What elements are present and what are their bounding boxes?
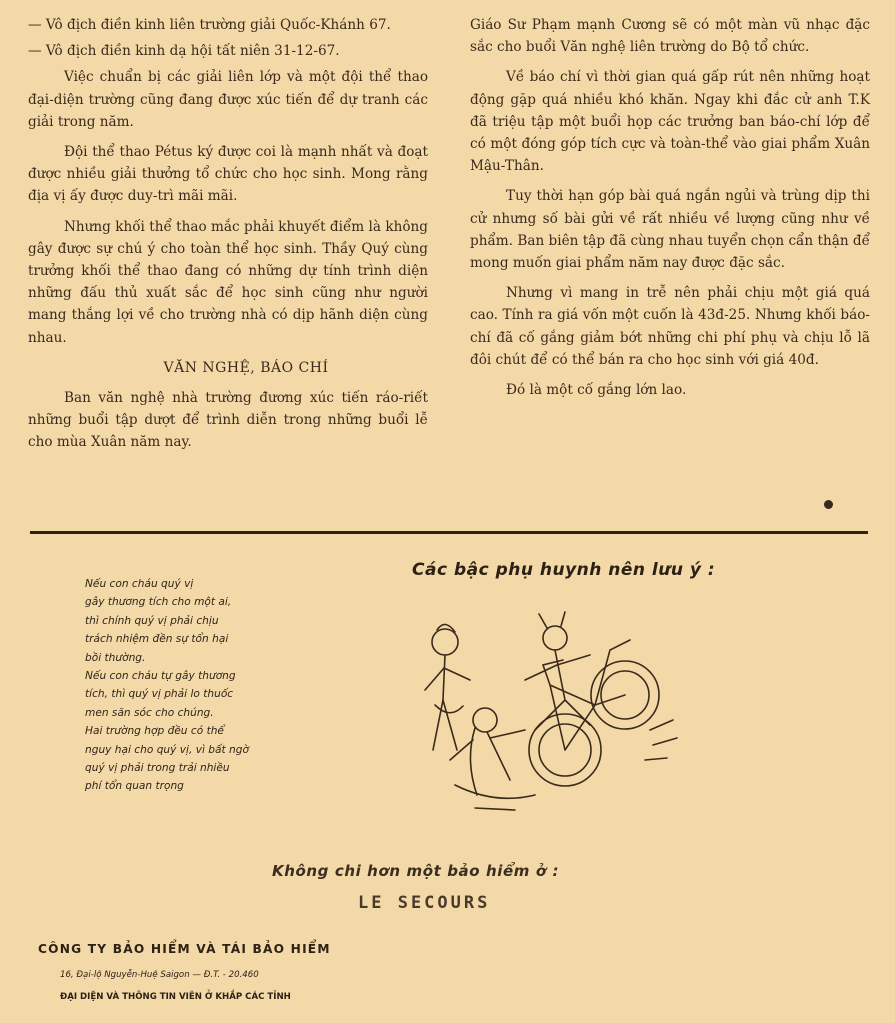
paragraph: Nhưng khối thể thao mắc phải khuyết điểm là không gây được sự chú ý cho toàn thể học sinh. Thầy Quý cùng trưởng khối thể thao đang có những dự tính trình diện những đấu thủ xuất sắc để học sinh cũng như người mang thắng lợi về cho trường nhà có dịp hãnh diện cùng nhau. [28,218,428,346]
left-article-column [28,14,428,462]
achievement-item: — Vô địch điền kinh liên trường giải Quốc-Khánh 67. [28,17,391,33]
paragraph: Về báo chí vì thời gian quá gấp rút nên những hoạt động gặp quá nhiều khó khăn. Ngay khi đắc cử anh T.K đã triệu tập một buổi họp các trưởng ban báo-chí lớp để có một đóng góp tích cực và toàn-thể vào giai phẩm Xuân Mậu-Thân. [470,69,870,175]
paragraph: Đội thể thao Pétus ký được coi là mạnh nhất và đoạt được nhiều giải thưởng tổ chức cho học sinh. Mong rằng địa vị ấy được duy-trì mãi mãi. [28,144,428,205]
ad-line: phí tổn quan trọng [85,780,184,793]
ad-line: Nếu con cháu tự gây thương [85,670,236,683]
ad-line: Nếu con cháu quý vị [85,578,194,590]
ad-line: tích, thì quý vị phải lo thuốc [85,688,234,701]
paragraph: Giáo Sư Phạm mạnh Cương sẽ có một màn vũ nhạc đặc sắc cho buổi Văn nghệ liên trường do Bộ tổ chức. [470,17,870,56]
paragraph: Việc chuẩn bị các giải liên lớp và một đội thể thao đại-diện trường cũng đang được xúc tiến để dự tranh các giải trong năm. [28,69,428,130]
ad-line: trách nhiệm đền sự tổn hại [85,633,229,646]
ad-line: bồi thường. [85,651,146,664]
ad-line: nguy hại cho quý vị, vì bất ngờ [85,743,249,756]
paragraph: Nhưng vì mang in trễ nên phải chịu một giá quá cao. Tính ra giá vốn một cuốn là 43đ-25. Nhưng khối báo-chí đã cố gắng giảm bớt những chi phí phụ và chịu lỗ lã đôi chút để có thể bán ra cho học sinh với giá 40đ. [470,285,870,368]
ad-line: thì chính quý vị phải chịu [85,614,219,627]
paragraph: Đó là một cố gắng lớn lao. [506,382,687,399]
end-mark-icon [824,500,833,509]
achievement-item: — Vô địch điền kinh dạ hội tất niên 31-12-67. [28,43,340,60]
company-representatives: ĐẠI DIỆN VÀ THÔNG TIN VIÊN Ở KHẮP CÁC TỈNH [60,992,291,1002]
paragraph: Ban văn nghệ nhà trường đương xúc tiến ráo-riết những buổi tập dượt để trình diễn trong những buổi lễ cho mùa Xuân năm nay. [28,390,428,451]
child-bicycle-accident-illustration [415,610,685,820]
ad-headline: Các bậc phụ huynh nên lưu ý : [412,560,716,580]
paragraph: Tuy thời hạn góp bài quá ngắn ngủi và trùng dịp thi cử nhưng số bài gửi về rất nhiều về lượng cũng như về phẩm. Ban biên tập đã cùng nhau tuyển chọn cẩn thận để mong muốn giai phẩm năm nay được đặc sắc. [470,188,870,272]
section-heading: VĂN NGHỆ, BÁO CHÍ [163,359,329,376]
ad-slogan: Không chi hơn một bảo hiểm ở : [272,862,560,880]
right-article-column [470,14,870,409]
section-divider [30,531,868,534]
ad-line: quý vị phải trong trải nhiều [85,762,230,775]
ad-line: men săn sóc cho chúng. [85,706,214,719]
ad-line: gây thương tích cho một ai, [85,596,232,609]
ad-warning-text [85,576,310,797]
company-address: 16, Đại-lộ Nguyễn-Huệ Saigon — Đ.T. - 20.460 [60,970,259,980]
brand-name: LE SECOURS [358,893,491,913]
company-name: CÔNG TY BẢO HIỂM VÀ TÁI BẢO HIỂM [38,942,331,956]
ad-line: Hai trường hợp đều có thể [85,725,224,738]
